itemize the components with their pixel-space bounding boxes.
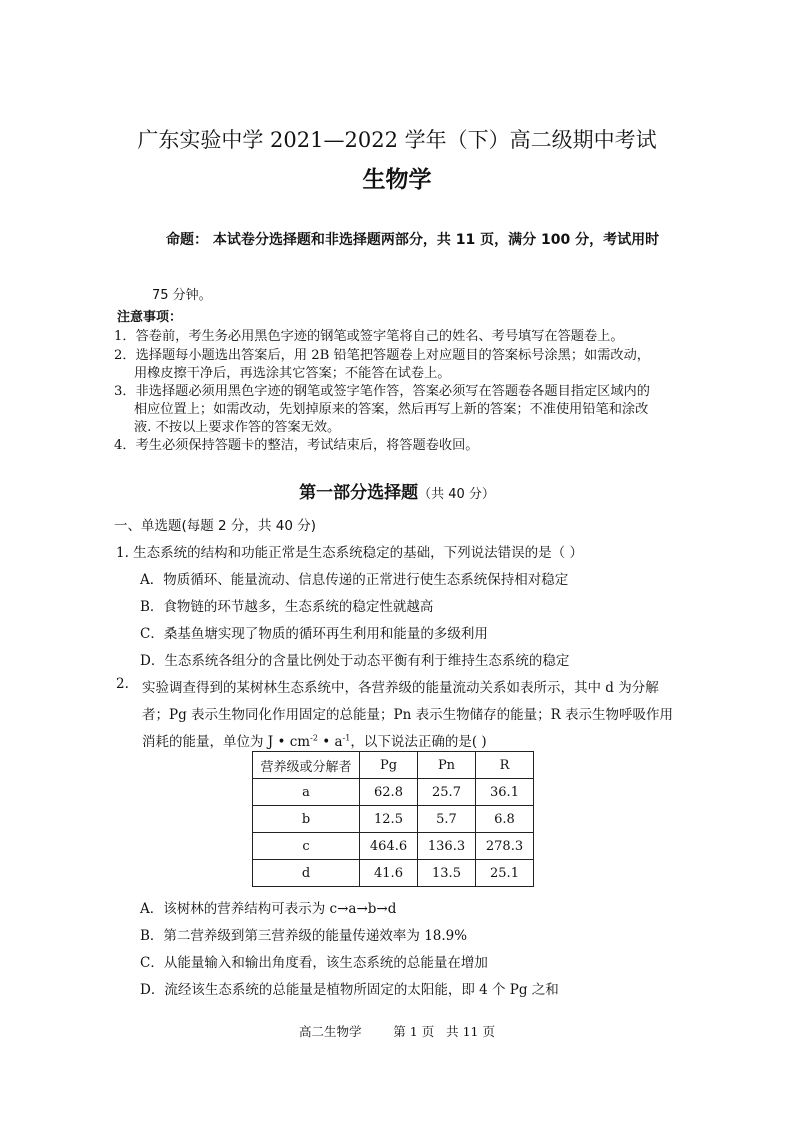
- question-2-stem-line3: [142, 730, 487, 750]
- table-header-row: [253, 752, 534, 779]
- stem-unit-part-a: 消耗的能量，单位为 J • cm: [142, 734, 311, 750]
- question-1-option-d: D．生态系统各组分的含量比例处于动态平衡有利于维持生态系统的稳定: [140, 653, 570, 669]
- question-2-option-b: B．第二营养级到第三营养级的能量传递效率为 18.9%: [140, 928, 468, 944]
- notice-item: 1．答卷前，考生务必用黑色字迹的钢笔或签字笔将自己的姓名、考号填写在答题卷上。: [114, 329, 624, 344]
- stem-unit-exponent-1: -2: [310, 733, 318, 743]
- part1-title: [0, 478, 794, 503]
- table-cell: 13.5: [418, 860, 476, 887]
- question-2-stem-line1: 实验调查得到的某树林生态系统中，各营养级的能量流动关系如表所示，其中 d 为分解: [142, 680, 659, 696]
- stem-unit-exponent-2: -1: [342, 733, 351, 743]
- table-cell: 25.7: [418, 779, 476, 806]
- table-cell: 136.3: [418, 833, 476, 860]
- part1-score: （共 40 分）: [418, 487, 495, 502]
- table-cell: 12.5: [360, 806, 418, 833]
- notice-item: 3．非选择题必须用黑色字迹的钢笔或签字笔作答，答案必须写在答题卷各题目指定区域内的: [114, 384, 650, 399]
- question-2-option-d: D．流经该生态系统的总能量是植物所固定的太阳能，即 4 个 Pg 之和: [140, 982, 559, 998]
- question-2-option-a: A．该树林的营养结构可表示为 c→a→b→d: [140, 901, 397, 917]
- table-header-cell: Pg: [360, 752, 418, 779]
- table-row: [253, 806, 534, 833]
- table-cell: 278.3: [476, 833, 534, 860]
- exam-info-line2: 75 分钟。: [152, 288, 212, 303]
- table-header-cell: Pn: [418, 752, 476, 779]
- table-header-cell: R: [476, 752, 534, 779]
- exam-info-line1: 命题： 本试卷分选择题和非选择题两部分，共 11 页，满分 100 分，考试用时: [166, 232, 660, 248]
- stem-unit-part-c: ，以下说法正确的是( ): [350, 734, 487, 750]
- section-title: 一、单选题(每题 2 分，共 40 分): [114, 518, 316, 534]
- question-2-number: 2.: [116, 676, 129, 692]
- notice-item: 用橡皮擦干净后，再选涂其它答案；不能答在试卷上。: [134, 366, 451, 381]
- table-cell: d: [253, 860, 360, 887]
- page-footer: 高二生物学 第 1 页 共 11 页: [299, 1024, 495, 1039]
- notice-item: 4．考生必须保持答题卡的整洁，考试结束后，将答题卷收回。: [114, 438, 479, 453]
- energy-flow-table: [252, 751, 534, 887]
- question-2-stem-line2: 者；Pg 表示生物同化作用固定的总能量；Pn 表示生物储存的能量；R 表示生物呼吸作用: [142, 707, 674, 723]
- question-1-option-b: B．食物链的环节越多，生态系统的稳定性就越高: [140, 599, 434, 615]
- table-cell: b: [253, 806, 360, 833]
- table-cell: 62.8: [360, 779, 418, 806]
- table-cell: 25.1: [476, 860, 534, 887]
- question-2-option-c: C．从能量输入和输出角度看，该生态系统的总能量在增加: [140, 955, 488, 971]
- table-cell: c: [253, 833, 360, 860]
- table-cell: 41.6: [360, 860, 418, 887]
- stem-unit-part-b: • a: [317, 734, 343, 750]
- table-cell: 36.1: [476, 779, 534, 806]
- table-cell: 5.7: [418, 806, 476, 833]
- table-cell: a: [253, 779, 360, 806]
- question-1-stem: 1. 生态系统的结构和功能正常是生态系统稳定的基础，下列说法错误的是（ ）: [116, 545, 583, 561]
- table-row: [253, 860, 534, 887]
- notice-item: 液. 不按以上要求作答的答案无效。: [134, 420, 341, 435]
- question-1-option-c: C．桑基鱼塘实现了物质的循环再生利用和能量的多级利用: [140, 626, 488, 642]
- table-cell: 464.6: [360, 833, 418, 860]
- part1-title-text: 第一部分选择题: [299, 483, 419, 503]
- notice-title: 注意事项：: [117, 310, 183, 325]
- notice-item: 相应位置上；如需改动，先划掉原来的答案，然后再写上新的答案；不准使用铅笔和涂改: [134, 402, 649, 417]
- notice-item: 2．选择题每小题选出答案后，用 2B 铅笔把答题卷上对应题目的答案标号涂黑；如需改动，: [114, 348, 650, 363]
- table-row: [253, 833, 534, 860]
- table-header-cell: 营养级或分解者: [253, 752, 360, 779]
- table-cell: 6.8: [476, 806, 534, 833]
- table-row: [253, 779, 534, 806]
- subject-title: 生物学: [362, 167, 432, 193]
- exam-title: 广东实验中学 2021—2022 学年（下）高二级期中考试: [137, 128, 657, 152]
- question-1-option-a: A．物质循环、能量流动、信息传递的正常进行使生态系统保持相对稳定: [140, 572, 569, 588]
